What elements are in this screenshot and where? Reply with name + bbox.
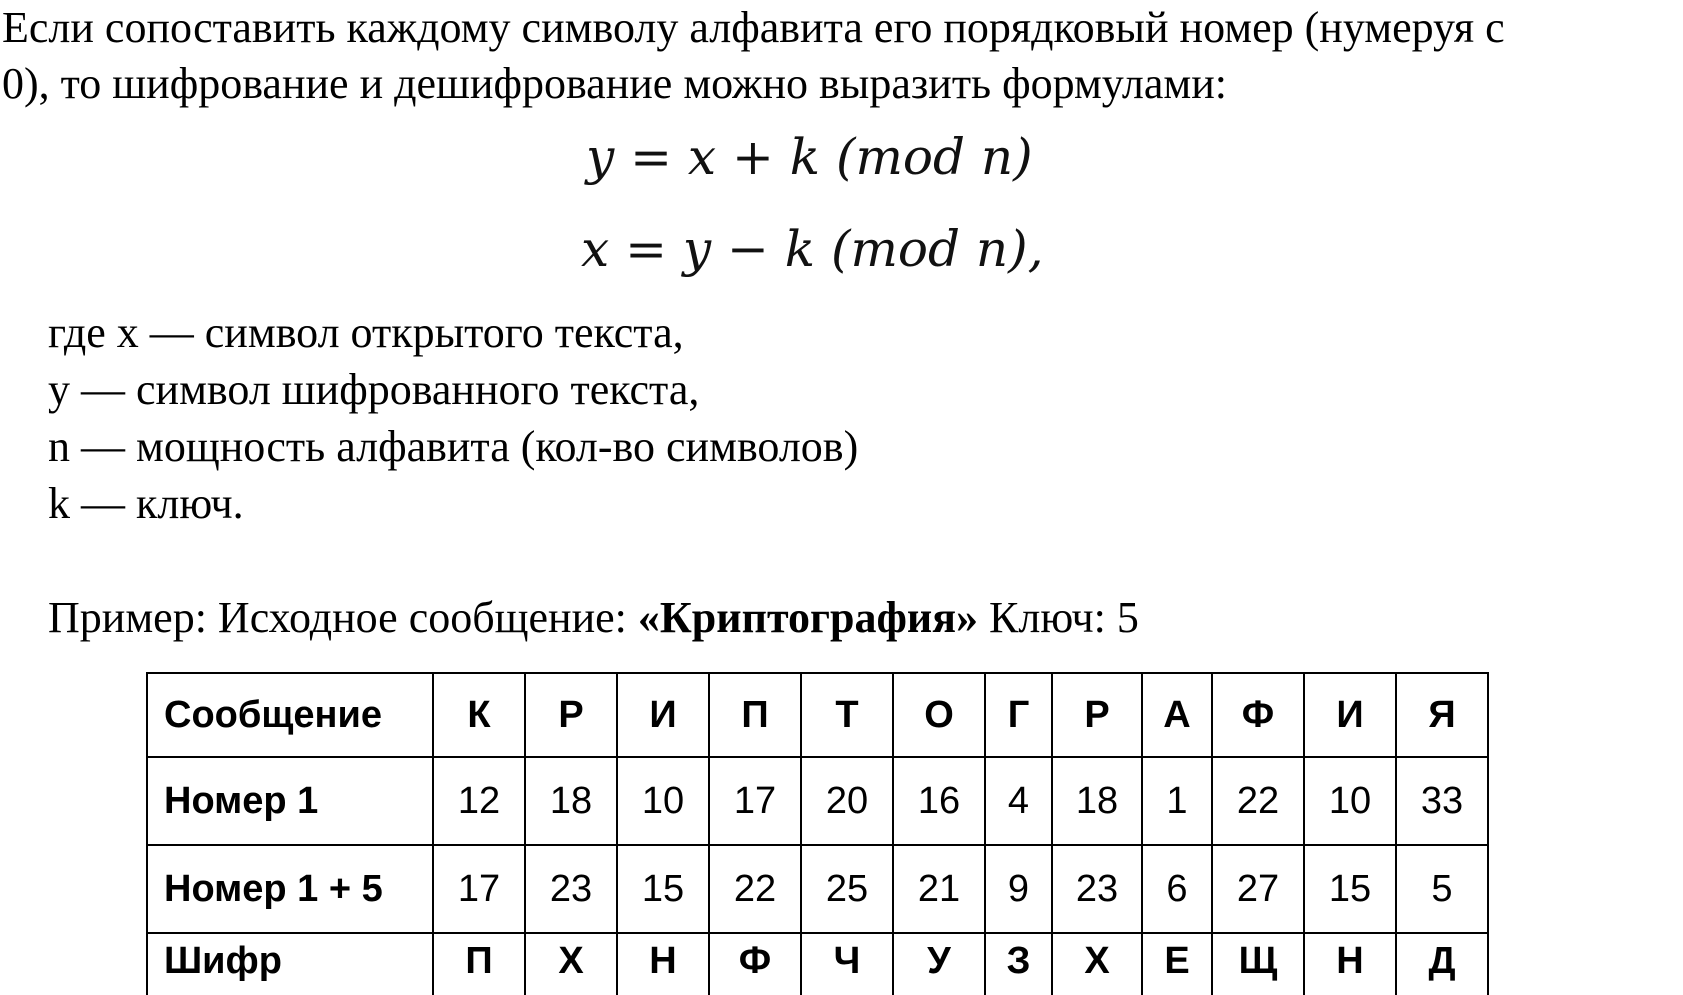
definition-n: n — мощность алфавита (кол-во символов) bbox=[48, 422, 859, 471]
table-cell: И bbox=[617, 673, 709, 757]
table-cell: К bbox=[433, 673, 525, 757]
cipher-table bbox=[146, 672, 1489, 995]
table-cell: Я bbox=[1396, 673, 1488, 757]
table-cell: Г bbox=[985, 673, 1052, 757]
intro-line-1: Если сопоставить каждому символу алфавита его порядковый номер (нумеруя с bbox=[2, 3, 1505, 52]
table-cell: Р bbox=[1052, 673, 1142, 757]
row-label: Сообщение bbox=[147, 673, 433, 757]
number-row bbox=[147, 757, 1488, 845]
decryption-formula: x = y − k (mod n), bbox=[581, 220, 1044, 278]
table-cell: Р bbox=[525, 673, 617, 757]
table-cell: О bbox=[893, 673, 985, 757]
example-message: «Криптография» bbox=[637, 593, 979, 642]
definition-y: y — символ шифрованного текста, bbox=[48, 365, 700, 414]
table-cell: 25 bbox=[801, 845, 893, 933]
table-cell: 33 bbox=[1396, 757, 1488, 845]
table-cell: 23 bbox=[1052, 845, 1142, 933]
table-cell: 5 bbox=[1396, 845, 1488, 933]
definition-k: k — ключ. bbox=[48, 479, 244, 528]
row-label: Номер 1 bbox=[147, 757, 433, 845]
table-cell: 22 bbox=[709, 845, 801, 933]
table-cell: 20 bbox=[801, 757, 893, 845]
table-cell: Ф bbox=[709, 933, 801, 995]
definition-x: где x — символ открытого текста, bbox=[48, 308, 684, 357]
table-cell: 17 bbox=[433, 845, 525, 933]
intro-line-2: 0), то шифрование и дешифрование можно выразить формулами: bbox=[2, 59, 1227, 108]
table-cell: 27 bbox=[1212, 845, 1304, 933]
table-cell: П bbox=[433, 933, 525, 995]
table-cell: 9 bbox=[985, 845, 1052, 933]
table-cell: З bbox=[985, 933, 1052, 995]
table-cell: 18 bbox=[525, 757, 617, 845]
table-cell: 16 bbox=[893, 757, 985, 845]
table-cell: Ч bbox=[801, 933, 893, 995]
table-cell: Ф bbox=[1212, 673, 1304, 757]
table-cell: 12 bbox=[433, 757, 525, 845]
table-cell: 6 bbox=[1142, 845, 1212, 933]
table-cell: А bbox=[1142, 673, 1212, 757]
encryption-formula: y = x + k (mod n) bbox=[586, 128, 1033, 186]
table-cell: 10 bbox=[1304, 757, 1396, 845]
row-label: Номер 1 + 5 bbox=[147, 845, 433, 933]
table-cell: 15 bbox=[617, 845, 709, 933]
row-label: Шифр bbox=[147, 933, 433, 995]
table-cell: У bbox=[893, 933, 985, 995]
table-cell: 18 bbox=[1052, 757, 1142, 845]
table-cell: Т bbox=[801, 673, 893, 757]
table-cell: Н bbox=[1304, 933, 1396, 995]
example-prefix: Пример: Исходное сообщение: bbox=[48, 593, 638, 642]
intro-paragraph bbox=[2, 0, 1672, 112]
cipher-row bbox=[147, 933, 1488, 995]
definitions-list bbox=[48, 304, 858, 532]
shifted-number-row bbox=[147, 845, 1488, 933]
table-cell: 17 bbox=[709, 757, 801, 845]
table-cell: 1 bbox=[1142, 757, 1212, 845]
table-cell: 23 bbox=[525, 845, 617, 933]
example-line bbox=[48, 592, 1139, 643]
table-cell: 22 bbox=[1212, 757, 1304, 845]
table-cell: И bbox=[1304, 673, 1396, 757]
example-key: Ключ: 5 bbox=[978, 593, 1139, 642]
table-cell: Щ bbox=[1212, 933, 1304, 995]
table-cell: Д bbox=[1396, 933, 1488, 995]
table-cell: 15 bbox=[1304, 845, 1396, 933]
table-cell: 21 bbox=[893, 845, 985, 933]
table-cell: Е bbox=[1142, 933, 1212, 995]
table-cell: 10 bbox=[617, 757, 709, 845]
table-cell: Н bbox=[617, 933, 709, 995]
table-cell: Х bbox=[1052, 933, 1142, 995]
message-row bbox=[147, 673, 1488, 757]
table-cell: 4 bbox=[985, 757, 1052, 845]
table-cell: П bbox=[709, 673, 801, 757]
table-cell: Х bbox=[525, 933, 617, 995]
